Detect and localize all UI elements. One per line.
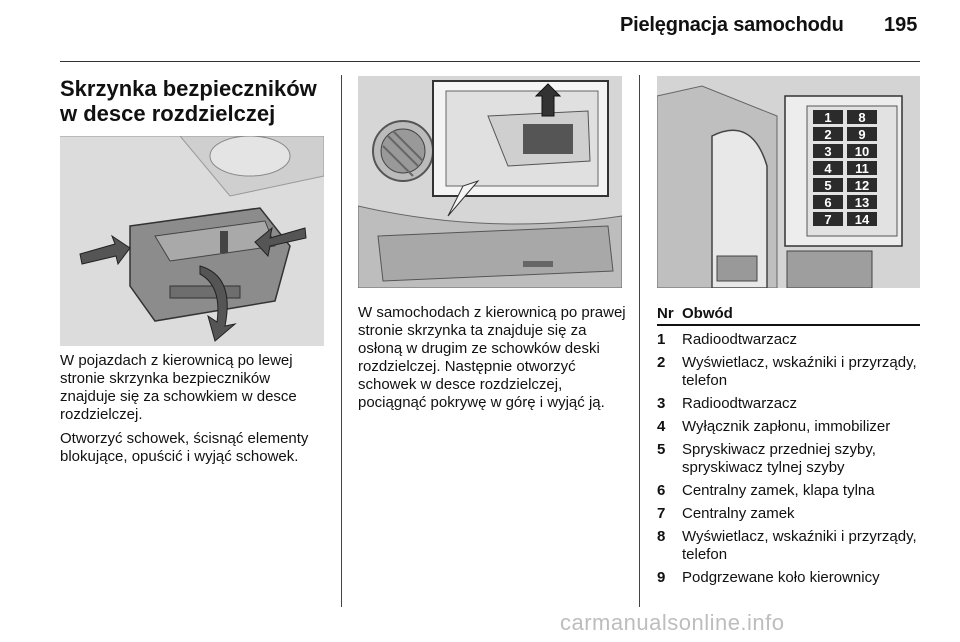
table-cell-circuit: Centralny zamek: [682, 505, 795, 522]
table-cell-circuit: Podgrzewane koło kierownicy: [682, 569, 880, 586]
table-row: [657, 528, 920, 564]
table-header-circuit: Obwód: [682, 305, 733, 322]
section-title-line1: Skrzynka bezpieczników: [60, 76, 317, 101]
table-body: [657, 331, 920, 587]
table-cell-circuit: Spryskiwacz przedniej szyby, spryskiwacz tylnej szyby: [682, 441, 876, 476]
table-row: [657, 418, 920, 436]
table-cell-circuit: Radioodtwarzacz: [682, 395, 798, 412]
fuse-label: 7: [824, 212, 832, 227]
table-row: [657, 331, 920, 349]
fuse-label: 11: [855, 161, 869, 176]
fuse-label: 14: [854, 212, 870, 227]
column1-paragraph1: W pojazdach z kierownicą po lewej stronie skrzynka bezpieczników znajduje się za schowkiem w desce rozdzielczej.: [60, 352, 297, 423]
table-cell-nr: 4: [657, 418, 666, 435]
table-cell-circuit: Wyłącznik zapłonu, immobilizer: [682, 418, 891, 435]
fuse-table: [657, 305, 920, 587]
page-header-title: Pielęgnacja samochodu: [620, 14, 844, 36]
section-title-line2: w desce rozdzielczej: [60, 101, 276, 126]
watermark: carmanualsonline.info: [560, 610, 785, 635]
table-row: [657, 505, 920, 523]
table-cell-nr: 6: [657, 482, 666, 499]
fuse-label: 12: [854, 178, 870, 193]
header-divider: [60, 61, 920, 62]
table-cell-circuit: Centralny zamek, klapa tylna: [682, 482, 875, 499]
table-cell-nr: 8: [657, 528, 666, 545]
table-row: [657, 395, 920, 413]
section-title: [60, 76, 330, 126]
figure-fuse-box: [657, 76, 920, 288]
fuse-box-illustration: [657, 76, 920, 288]
column1-paragraph2: Otworzyć schowek, ścisnąć elementy blokujące, opuścić i wyjąć schowek.: [60, 430, 309, 465]
table-cell-nr: 2: [657, 354, 666, 371]
column2-text: [358, 304, 630, 418]
fuse-label: 1: [824, 110, 832, 125]
table-cell-nr: 3: [657, 395, 666, 412]
table-row: [657, 354, 920, 390]
fuse-label: 2: [824, 127, 832, 142]
table-cell-nr: 7: [657, 505, 666, 522]
table-row: [657, 441, 920, 477]
table-row: [657, 482, 920, 500]
table-cell-circuit: Wyświetlacz, wskaźniki i przyrządy, telefon: [682, 354, 917, 389]
column2-paragraph: W samochodach z kierownicą po prawej stronie skrzynka ta znajduje się za osłoną w drugim ze schowków deski rozdzielczej. Następnie otworzyć schowek w desce rozdzielczej, pociągnąć pokrywę w górę i wyjąć ją.: [358, 304, 626, 411]
fuse-label: 4: [824, 161, 832, 176]
column-divider-2: [639, 75, 640, 607]
column1-text: [60, 352, 330, 472]
table-cell-nr: 5: [657, 441, 666, 458]
fuse-label: 13: [854, 195, 870, 210]
fuse-label: 8: [858, 110, 866, 125]
fuse-label: 10: [854, 144, 870, 159]
table-cell-circuit: Wyświetlacz, wskaźniki i przyrządy, telefon: [682, 528, 917, 563]
column-divider-1: [341, 75, 342, 607]
table-header-nr: Nr: [657, 305, 674, 322]
fuse-label: 9: [858, 127, 866, 142]
cover-illustration: [358, 76, 622, 288]
fuse-label: 5: [824, 178, 832, 193]
figure-glovebox-right-hand-drive: [358, 76, 622, 288]
table-cell-circuit: Radioodtwarzacz: [682, 331, 798, 348]
fuse-label: 3: [824, 144, 832, 159]
table-cell-nr: 1: [657, 331, 666, 348]
glovebox-illustration: [60, 136, 324, 346]
figure-glovebox-left-hand-drive: [60, 136, 324, 346]
table-cell-nr: 9: [657, 569, 666, 586]
table-header: [657, 305, 920, 326]
fuse-label: 6: [824, 195, 832, 210]
page-number: 195: [884, 14, 918, 36]
table-row: [657, 569, 920, 587]
